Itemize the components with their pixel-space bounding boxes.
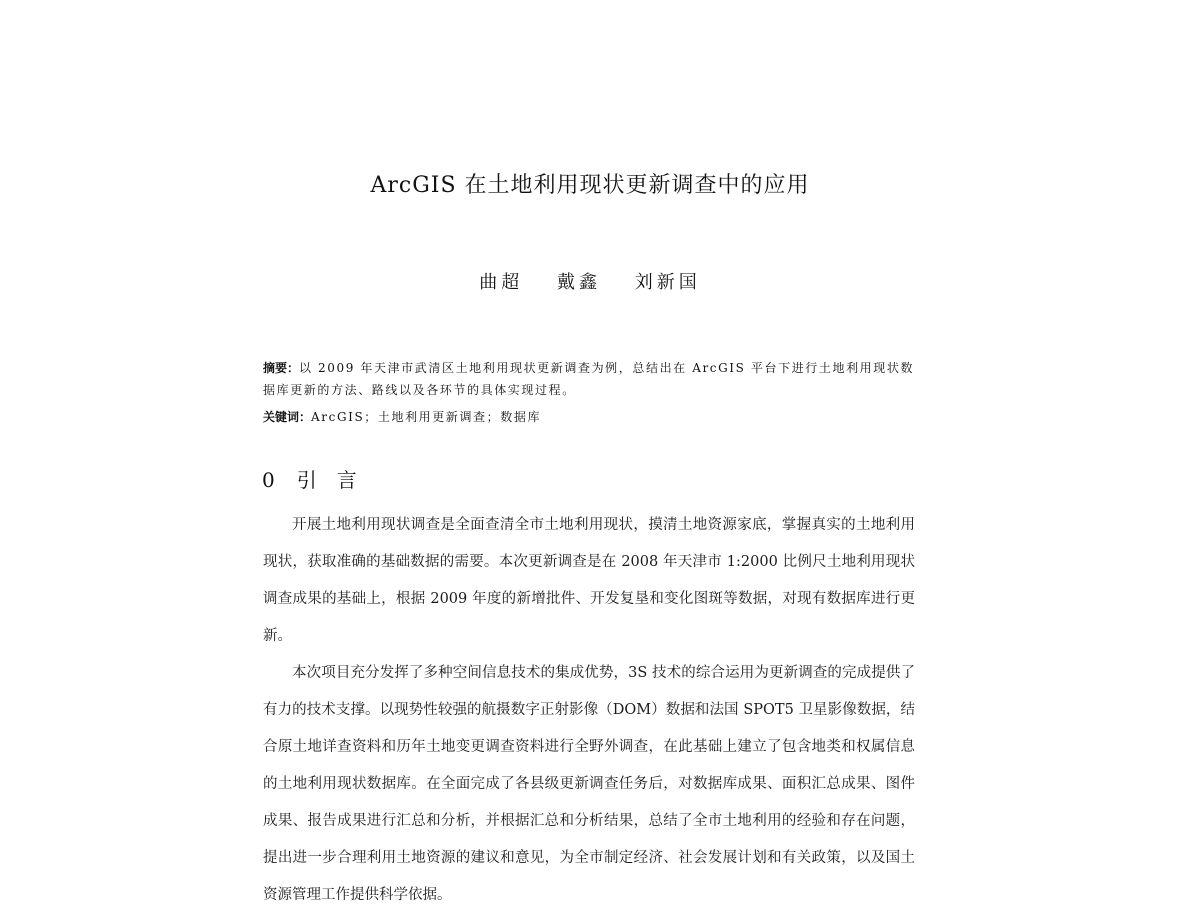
body-paragraph: 本次项目充分发挥了多种空间信息技术的集成优势，3S 技术的综合运用为更新调查的完成提供了有力的技术支撑。以现势性较强的航摄数字正射影像（DOM）数据和法国 SPOT5 卫星影像数据，结合原土地详查资料和历年土地变更调查资料进行全野外调查，在此基础上建立了包含地类和权属信息的土地利用现状数据库。在全面完成了各县级更新调查任务后，对数据库成果、面积汇总成果、图件成果、报告成果进行汇总和分析，并根据汇总和分析结果，总结了全市土地利用的经验和存在问题，提出进一步合理利用土地资源的建议和意见，为全市制定经济、社会发展计划和有关政策，以及国土资源管理工作提供科学依据。 [263, 665, 915, 903]
keywords-label: 关键词： [263, 410, 312, 424]
abstract-text: 以 2009 年天津市武清区土地利用现状更新调查为例，总结出在 ArcGIS 平台下进行土地利用现状数据库更新的方法、路线以及各环节的具体实现过程。 [263, 361, 915, 397]
author-name: 戴鑫 [557, 272, 601, 293]
abstract-label: 摘要： [263, 361, 300, 375]
section-heading [262, 464, 379, 493]
body-paragraph: 开展土地利用现状调查是全面查清全市土地利用现状，摸清土地资源家底，掌握真实的土地利用现状，获取准确的基础数据的需要。本次更新调查是在 2008 年天津市 1:2000 比例尺土地利用现状调查成果的基础上，根据 2009 年度的新增批件、开发复垦和变化图斑等数据，对现有数据库进行更新。 [263, 517, 915, 644]
author-name: 刘新国 [634, 272, 701, 293]
section-title: 引 言 [296, 468, 357, 492]
keywords-text: ArcGIS；土地利用更新调查；数据库 [311, 410, 542, 424]
body-text [263, 507, 915, 914]
keywords [263, 406, 915, 428]
author-list [0, 268, 1180, 294]
section-number: 0 [262, 468, 275, 492]
abstract [263, 357, 915, 401]
author-name: 曲超 [479, 272, 524, 293]
paper-title: ArcGIS 在土地利用现状更新调查中的应用 [370, 173, 810, 198]
